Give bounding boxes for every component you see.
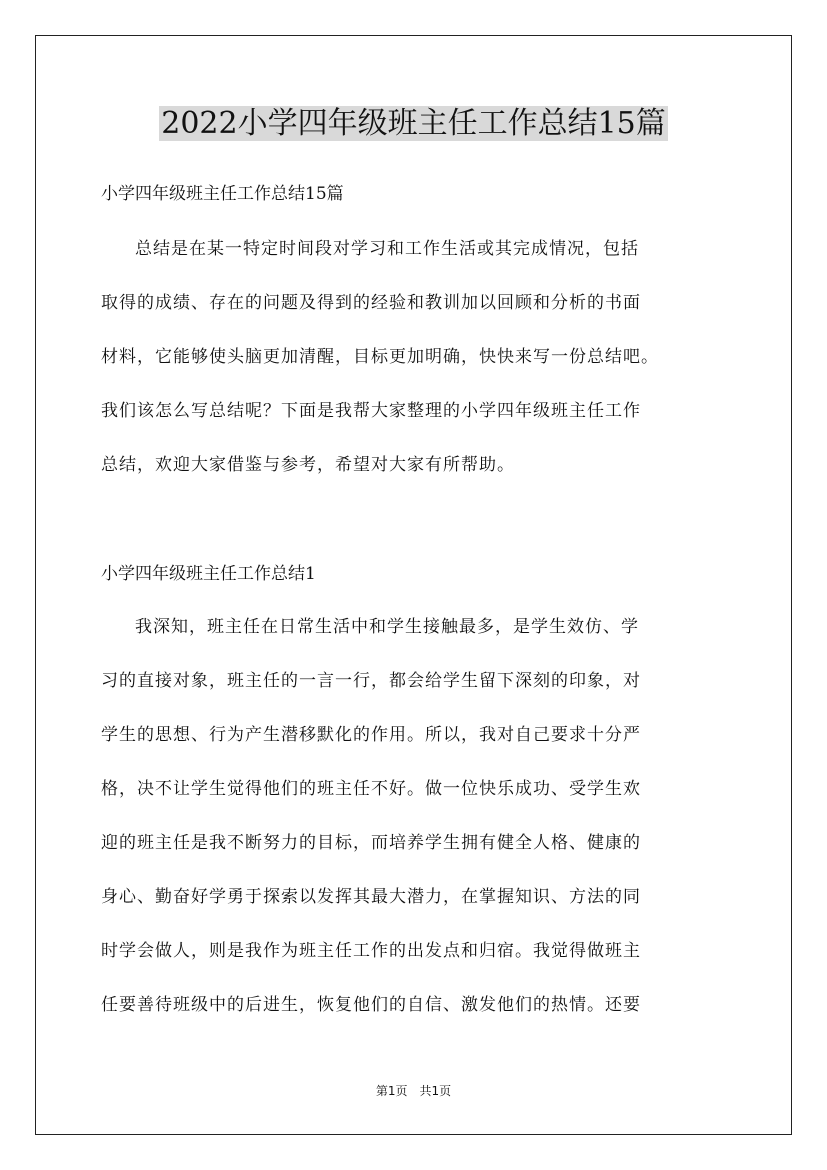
page-footer: 第1页 共1页 [375,1084,452,1098]
intro-line: 总结，欢迎大家借鉴与参考，希望对大家有所帮助。 [101,455,515,475]
document-title-text: 2022小学四年级班主任工作总结15篇 [161,106,666,141]
intro-line: 总结是在某一特定时间段对学习和工作生活或其完成情况，包括 [135,239,639,259]
intro-paragraph [101,222,741,492]
section1-line: 任要善待班级中的后进生，恢复他们的自信、激发他们的热情。还要 [101,995,641,1015]
intro-line: 材料，它能够使头脑更加清醒，目标更加明确，快快来写一份总结吧。 [101,347,659,367]
intro-line: 我们该怎么写总结呢？下面是我帮大家整理的小学四年级班主任工作 [101,401,641,421]
section1-line: 习的直接对象，班主任的一言一行，都会给学生留下深刻的印象，对 [101,671,641,691]
section1-line: 学生的思想、行为产生潜移默化的作用。所以，我对自己要求十分严 [101,725,641,745]
document-subtitle: 小学四年级班主任工作总结15篇 [101,184,344,204]
section1-line: 我深知，班主任在日常生活中和学生接触最多，是学生效仿、学 [135,617,639,637]
intro-line: 取得的成绩、存在的问题及得到的经验和教训加以回顾和分析的书面 [101,293,641,313]
section1-line: 迎的班主任是我不断努力的目标，而培养学生拥有健全人格、健康的 [101,833,641,853]
section1-line: 身心、勤奋好学勇于探索以发挥其最大潜力，在掌握知识、方法的同 [101,887,641,907]
document-title [0,100,827,148]
section1-line: 时学会做人，则是我作为班主任工作的出发点和归宿。我觉得做班主 [101,941,641,961]
section1-paragraph [101,600,741,1032]
section-heading: 小学四年级班主任工作总结1 [101,564,316,584]
section1-line: 格，决不让学生觉得他们的班主任不好。做一位快乐成功、受学生欢 [101,779,641,799]
